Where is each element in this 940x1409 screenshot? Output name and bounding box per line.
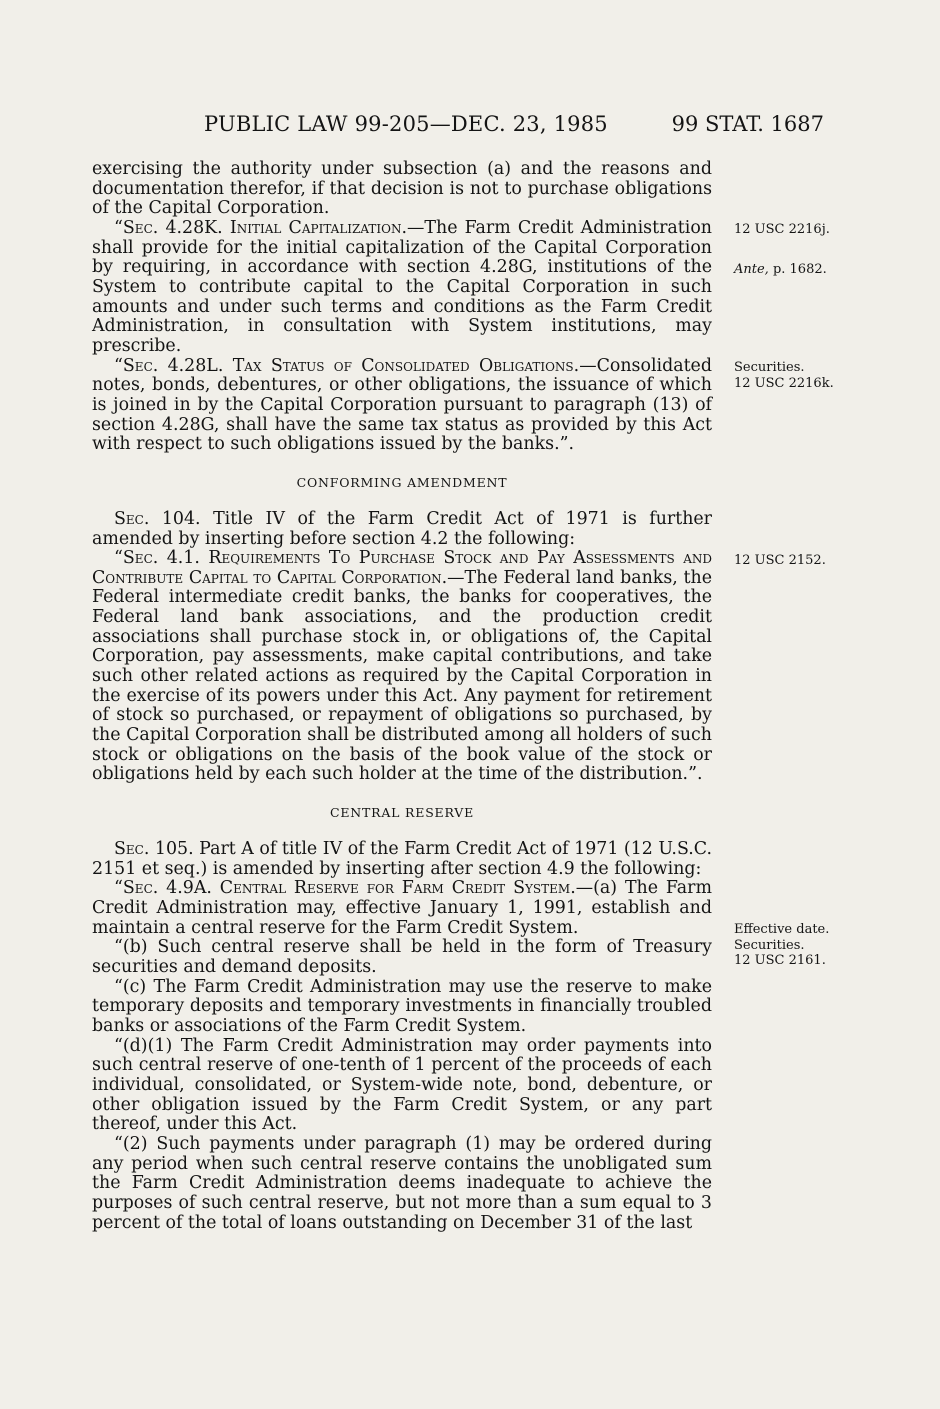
section-lead: “Sec. 4.9A. Central Reserve for Farm Credit System. <box>114 878 576 899</box>
section-4-28k <box>92 219 712 357</box>
section-4-9a <box>92 879 712 938</box>
margin-note-usc-2152: 12 USC 2152. <box>734 553 826 568</box>
header-stat-page: 99 STAT. 1687 <box>671 112 824 136</box>
header-title: PUBLIC LAW 99-205—DEC. 23, 1985 <box>204 112 608 136</box>
ante-page: p. 1682. <box>768 262 827 277</box>
section-text: Title IV of the Farm Credit Act of 1971 is further amended by inserting before section 4.2 the following: <box>92 508 712 549</box>
section-text: —The Farm Credit Administration shall provide for the initial capitalization of the Capital Corporation by requiring, in accordance with section 4.28G, institutions of the System to contribute capital to the Capital Corporation in such amounts and under such terms and conditions as the Farm Credit Administration, in consultation with System institutions, may prescribe. <box>92 217 712 356</box>
section-lead: “Sec. 4.1. Requirements To Purchase Stock and Pay Assessments and Contribute Capital to Capital Corporation. <box>92 548 712 588</box>
subsection-c: “(c) The Farm Credit Administration may use the reserve to make temporary deposits and temporary investments in financially troubled banks or associations of the Farm Credit System. <box>92 976 712 1036</box>
section-text: Part A of title IV of the Farm Credit Act of 1971 (12 U.S.C. 2151 et seq.) is amended by inserting after section 4.9 the following: <box>92 839 712 879</box>
section-4-28l <box>92 357 712 455</box>
margin-note-ante <box>734 262 827 278</box>
section-lead: “Sec. 4.28L. Tax Status of Consolidated Obligations. <box>114 355 580 376</box>
section-text: —Consolidated notes, bonds, debentures, or other obligations, the issuance of which is joined in by the Capital Corporation pursuant to paragraph (13) of section 4.28G, shall have the same tax status as provided by this Act with respect to such obligations issued by the banks.”. <box>92 355 712 455</box>
section-105 <box>92 840 712 879</box>
statute-body <box>92 160 712 1233</box>
subsection-d1: “(d)(1) The Farm Credit Administration may order payments into such central reserve of one-tenth of 1 percent of the proceeds of each individual, consolidated, or System-wide note, bond, debenture, or other obligation issued by the Farm Credit System, or any part thereof, under this Act. <box>92 1035 712 1135</box>
section-lead: Sec. 104. <box>114 508 201 529</box>
section-text: —The Federal land banks, the Federal intermediate credit banks, the banks for cooperatives, the Federal land bank associations, and the production credit associations shall purchase stock in, or obligations of, the Capital Corporation, pay assessments, make capital contributions, and take such other related actions as required by the Capital Corporation in the exercise of its powers under this Act. Any payment for retirement of stock so purchased, or repayment of obligations so purchased, by the Capital Corporation shall be distributed among all holders of such stock or obligations on the basis of the book value of the stock or obligations held by each such holder at the time of the distribution.”. <box>92 567 712 785</box>
subsection-b: “(b) Such central reserve shall be held in the form of Treasury securities and demand deposits. <box>92 937 712 977</box>
section-4-1 <box>92 549 712 785</box>
margin-note-effective-date: Effective date. Securities. 12 USC 2161. <box>734 922 830 968</box>
paragraph-continuation: exercising the authority under subsection (a) and the reasons and documentation therefor, if that decision is not to purchase obligations of the Capital Corporation. <box>92 159 712 219</box>
heading-conforming-amendment: CONFORMING AMENDMENT <box>296 474 508 490</box>
page-header <box>92 112 832 140</box>
subsection-d2: “(2) Such payments under paragraph (1) may be ordered during any period when such central reserve contains the unobligated sum the Farm Credit Administration deems inadequate to achieve the purposes of such central reserve, but not more than a sum equal to 3 percent of the total of loans outstanding on December 31 of the last <box>92 1133 712 1233</box>
section-text: —(a) The Farm Credit Administration may, effective January 1, 1991, establish and maintain a central reserve for the Farm Credit System. <box>92 878 712 938</box>
section-104 <box>92 510 712 549</box>
section-lead: “Sec. 4.28K. Initial Capitalization. <box>114 217 408 238</box>
ante-italic: Ante, <box>734 262 769 277</box>
margin-note-usc-2216j: 12 USC 2216j. <box>734 222 830 237</box>
section-lead: Sec. 105. <box>114 839 194 860</box>
margin-note-securities-2216k: Securities. 12 USC 2216k. <box>734 360 834 391</box>
heading-central-reserve: CENTRAL RESERVE <box>329 805 475 821</box>
